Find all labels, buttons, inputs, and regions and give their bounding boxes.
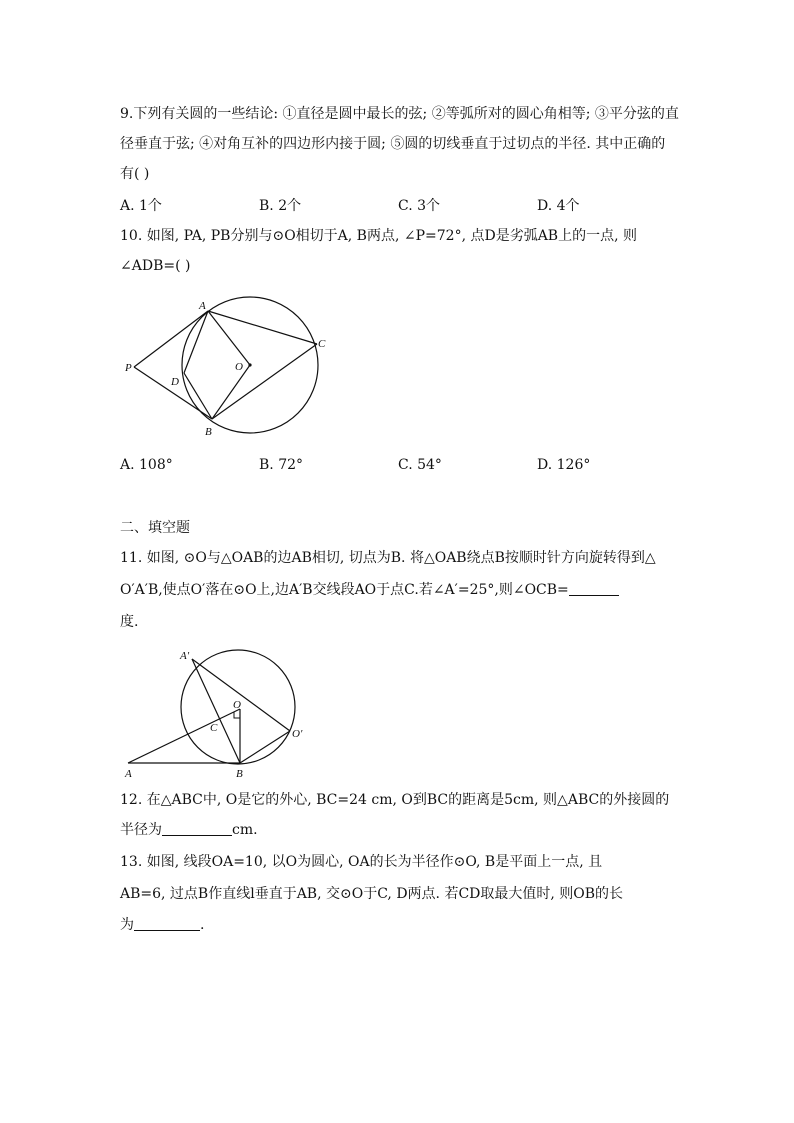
q11-segment-ao <box>128 709 240 763</box>
q10-line-2: ∠ADB=( ) <box>120 258 191 274</box>
q9-options <box>120 196 680 216</box>
q11-line-2 <box>120 580 619 600</box>
q11-line-2-text: O′A′B,使点O′落在⊙O上,边A′B交线段AO于点C.若∠A′=25°,则∠OCB= <box>120 582 569 598</box>
q11-label-o1: O′ <box>292 728 303 740</box>
q10-label-b: B <box>205 426 212 438</box>
q11-segment-a1b <box>192 659 240 763</box>
q12-line-2 <box>120 820 258 840</box>
q9-option-a[interactable]: A. 1个 <box>120 198 162 214</box>
q10-option-d[interactable]: D. 126° <box>537 457 591 473</box>
q11-label-o: O <box>233 699 241 711</box>
q9-line-1: 9.下列有关圆的一些结论: ①直径是圆中最长的弦; ②等弧所对的圆心角相等; ③平分弦的直 <box>120 106 679 122</box>
q10-segment-bo <box>212 365 250 419</box>
q9-line-2: 径垂直于弦; ④对角互补的四边形内接于圆; ⑤圆的切线垂直于过切点的半径. 其中正确的 <box>120 136 666 152</box>
q11-label-a: A <box>125 768 132 780</box>
q11-line-3: 度. <box>120 614 139 630</box>
q12-line-1: 12. 在△ABC中, O是它的外心, BC=24 cm, O到BC的距离是5cm, 则△ABC的外接圆的 <box>120 792 670 808</box>
q13-line-3-text: 为 <box>120 917 134 933</box>
q10-label-p: P <box>125 362 132 374</box>
q11-segment-a1o1 <box>192 659 290 731</box>
q9-option-c[interactable]: C. 3个 <box>398 198 441 214</box>
q10-option-a[interactable]: A. 108° <box>120 457 173 473</box>
q11-label-b: B <box>236 768 243 780</box>
q10-line-1: 10. 如图, PA, PB分别与⊙O相切于A, B两点, ∠P=72°, 点D是劣弧AB上的一点, 则 <box>120 228 637 244</box>
q13-period: . <box>200 917 205 933</box>
q10-center-dot <box>248 363 251 366</box>
q11-label-c: C <box>210 722 218 734</box>
q10-segment-bc <box>212 344 317 419</box>
q10-option-c[interactable]: C. 54° <box>398 457 442 473</box>
q12-answer-blank[interactable] <box>162 821 232 836</box>
q11-figure <box>120 645 320 780</box>
q11-answer-blank[interactable] <box>569 581 619 596</box>
q10-segment-ao <box>208 311 250 365</box>
q9-line-3: 有( ) <box>120 166 150 182</box>
q9-option-d[interactable]: D. 4个 <box>537 198 580 214</box>
q13-line-3 <box>120 915 204 935</box>
q10-label-c: C <box>318 338 326 350</box>
q11-right-angle-mark <box>234 712 240 718</box>
q13-line-1: 13. 如图, 线段OA=10, 以O为圆心, OA的长为半径作⊙O, B是平面上一点, 且 <box>120 854 603 870</box>
q10-label-o: O <box>235 361 243 373</box>
q12-line-2-text: 半径为 <box>120 822 162 838</box>
q10-options <box>120 455 680 475</box>
q10-option-b[interactable]: B. 72° <box>259 457 304 473</box>
section-title: 二、填空题 <box>120 520 190 536</box>
q11-line-1: 11. 如图, ⊙O与△OAB的边AB相切, 切点为B. 将△OAB绕点B按顺时针方向旋转得到△ <box>120 550 656 566</box>
q10-segment-bd <box>184 373 212 419</box>
q10-label-d: D <box>171 376 179 388</box>
q10-segment-ac <box>208 311 317 344</box>
q13-line-2: AB=6, 过点B作直线l垂直于AB, 交⊙O于C, D两点. 若CD取最大值时, 则OB的长 <box>120 886 624 902</box>
q10-label-a: A <box>199 300 206 312</box>
q11-segment-o1b <box>240 731 290 763</box>
q10-segment-pb <box>134 367 212 419</box>
q9-option-b[interactable]: B. 2个 <box>259 198 302 214</box>
q13-answer-blank[interactable] <box>134 916 200 931</box>
q12-unit: cm. <box>232 822 258 838</box>
q11-label-a1: A′ <box>180 650 190 662</box>
q10-figure <box>120 295 335 440</box>
